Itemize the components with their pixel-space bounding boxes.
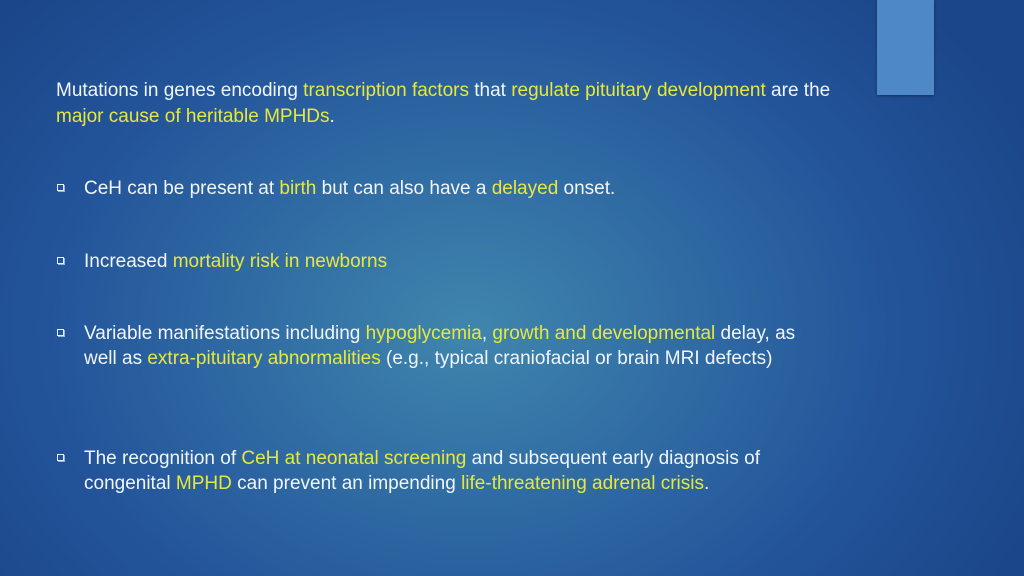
bullet-text: (e.g., typical craniofacial or brain MRI defects)	[380, 348, 773, 369]
bullet-item	[56, 321, 796, 371]
intro-highlight: transcription factors	[303, 80, 469, 101]
bullet-highlight: CeH at neonatal screening	[241, 448, 467, 469]
accent-bar	[877, 0, 934, 95]
intro-text: that	[468, 80, 512, 101]
bullet-item	[56, 446, 796, 496]
bullet-text: CeH can be present at	[84, 178, 280, 199]
intro-highlight: major cause of heritable	[56, 106, 259, 127]
intro-text: .	[329, 106, 335, 127]
bullet-text: ,	[481, 323, 493, 344]
bullet-item	[56, 249, 796, 274]
intro-highlight: regulate pituitary development	[511, 80, 766, 101]
square-bullet-icon	[57, 184, 64, 191]
bullet-text: The recognition of	[84, 448, 242, 469]
bullet-highlight: birth	[279, 178, 317, 199]
bullet-text: delay, as well as	[84, 323, 796, 369]
bullet-text: Variable manifestations including	[84, 323, 366, 344]
square-bullet-icon	[57, 454, 64, 461]
square-bullet-icon	[57, 257, 64, 264]
bullet-highlight: delayed	[491, 178, 559, 199]
bullet-text: and subsequent early diagnosis of congenital	[84, 448, 761, 494]
bullet-highlight: MPHD	[175, 473, 232, 494]
intro-paragraph	[56, 78, 836, 130]
bullet-text: but can also have a	[316, 178, 492, 199]
bullet-highlight: hypoglycemia	[365, 323, 482, 344]
bullet-highlight: mortality risk in newborns	[172, 251, 388, 272]
intro-text: Mutations in genes encoding	[56, 80, 304, 101]
bullet-text: .	[703, 473, 710, 494]
bullet-highlight: extra-pituitary abnormalities	[147, 348, 381, 369]
bullet-text: Increased	[84, 251, 173, 272]
bullet-highlight: growth and developmental	[492, 323, 716, 344]
bullet-text: onset.	[558, 178, 616, 199]
intro-highlight: MPHDs	[264, 106, 330, 127]
intro-text: are the	[765, 80, 831, 101]
bullet-text: can prevent an impending	[231, 473, 462, 494]
bullet-highlight: life-threatening adrenal crisis	[461, 473, 704, 494]
square-bullet-icon	[57, 329, 64, 336]
bullet-item	[56, 176, 796, 201]
